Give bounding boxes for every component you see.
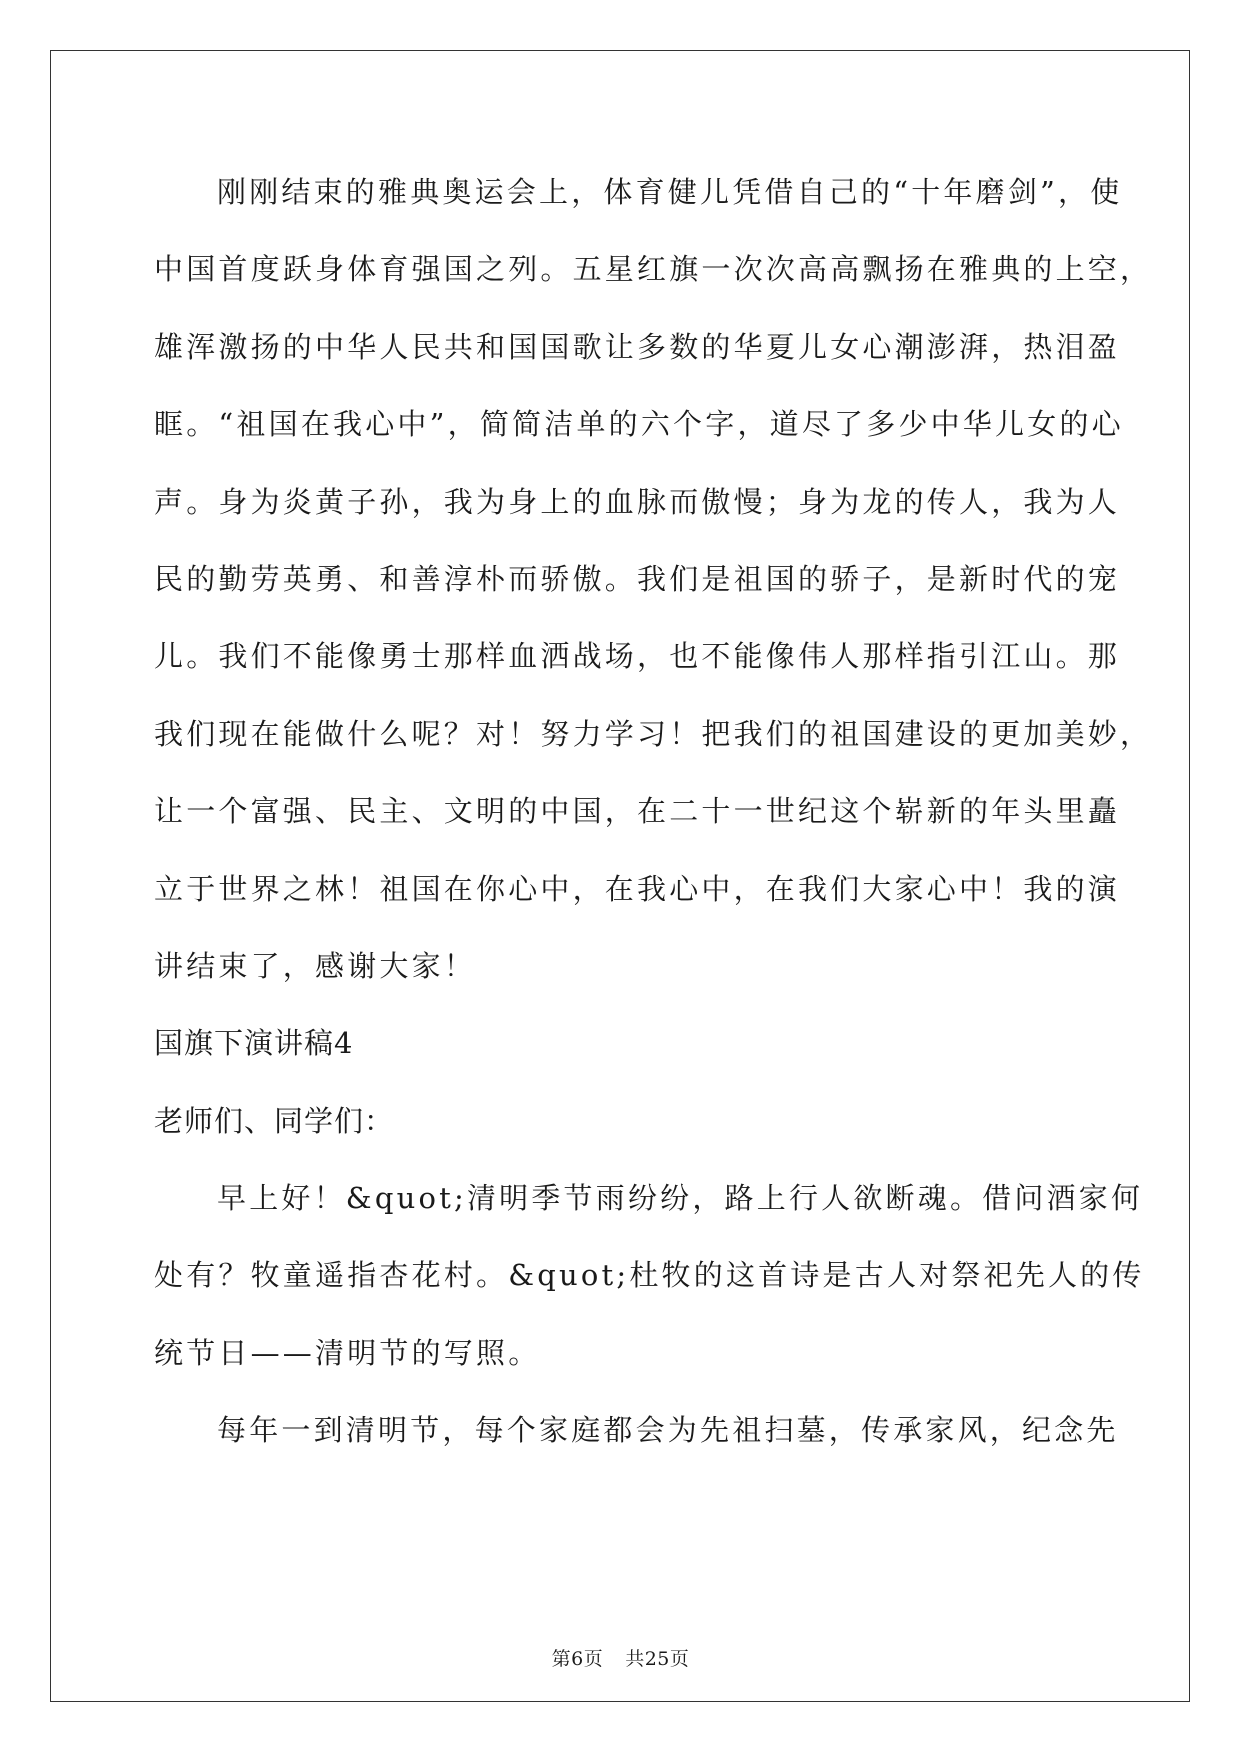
text-line: 处有？牧童遥指杏花村。&quot;杜牧的这首诗是古人对祭祀先人的传 [154, 1258, 1145, 1293]
text-line: 中国首度跃身体育强国之列。五星红旗一次次高高飘扬在雅典的上空， [154, 252, 1153, 287]
salutation: 老师们、同学们： [154, 1103, 395, 1138]
text-line: 立于世界之林！祖国在你心中，在我心中，在我们大家心中！我的演 [154, 871, 1121, 906]
text-line: 雄浑激扬的中华人民共和国国歌让多数的华夏儿女心潮澎湃，热泪盈 [154, 329, 1121, 364]
paragraph-1 [154, 168, 1153, 1019]
text-line: 统节日——清明节的写照。 [154, 1335, 541, 1370]
text-line: 声。身为炎黄子孙，我为身上的血脉而傲慢；身为龙的传人，我为人 [154, 484, 1121, 519]
paragraph-2 [154, 1174, 1145, 1406]
page-number: 第6页 [551, 1648, 604, 1670]
section-heading: 国旗下演讲稿4 [154, 1026, 354, 1061]
document-body [154, 168, 1153, 1484]
page-total: 共25页 [625, 1648, 690, 1670]
text-line: 早上好！&quot;清明季节雨纷纷，路上行人欲断魂。借问酒家何 [217, 1181, 1144, 1216]
text-line: 民的勤劳英勇、和善淳朴而骄傲。我们是祖国的骄子，是新时代的宠 [154, 561, 1121, 596]
paragraph-3 [154, 1406, 1119, 1483]
text-line: 刚刚结束的雅典奥运会上，体育健儿凭借自己的“十年磨剑”，使 [217, 175, 1123, 209]
text-line: 儿。我们不能像勇士那样血洒战场，也不能像伟人那样指引江山。那 [154, 639, 1121, 674]
page-footer [0, 1647, 1241, 1671]
text-line: 让一个富强、民主、文明的中国，在二十一世纪这个崭新的年头里矗 [154, 794, 1121, 829]
text-line: 眶。“祖国在我心中”，简简洁单的六个字，道尽了多少中华儿女的心 [154, 407, 1124, 442]
text-line: 讲结束了，感谢大家！ [154, 948, 477, 983]
text-line: 我们现在能做什么呢？对！努力学习！把我们的祖国建设的更加美妙， [154, 716, 1153, 751]
text-line: 每年一到清明节，每个家庭都会为先祖扫墓，传承家风，纪念先 [217, 1413, 1119, 1448]
